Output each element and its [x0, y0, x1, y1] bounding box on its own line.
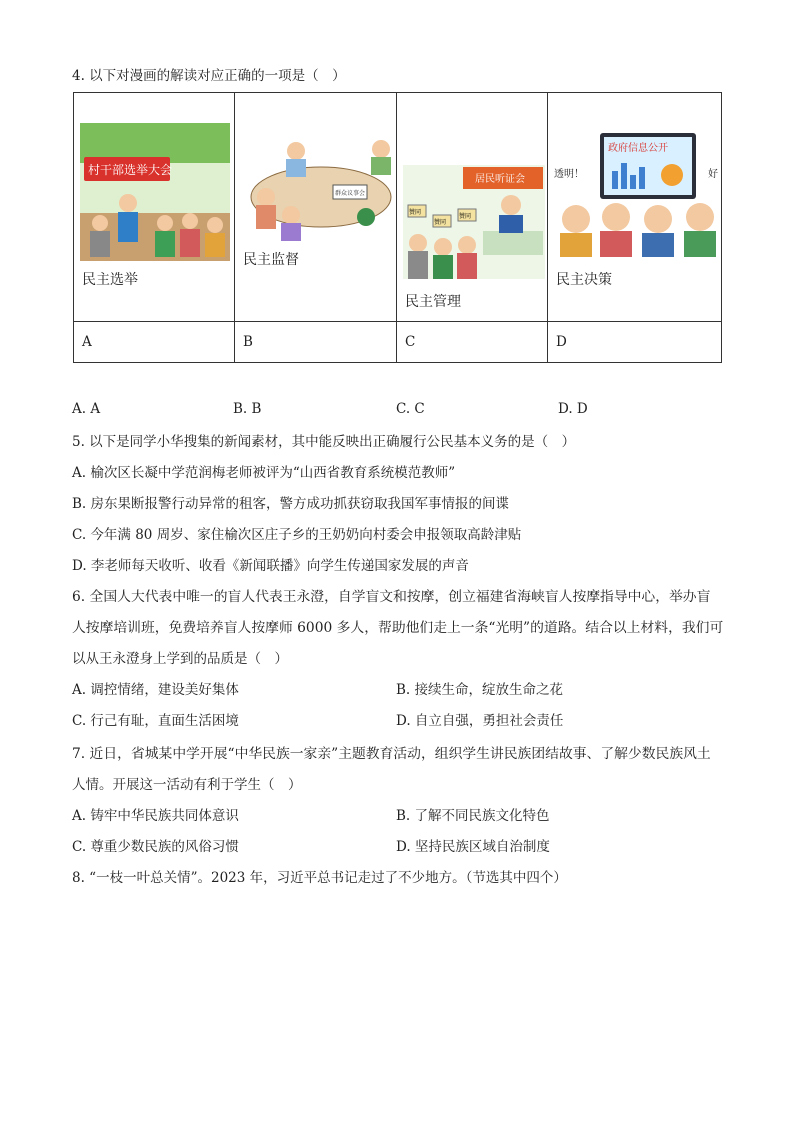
question-7-stem-line-2: 人情。开展这一活动有利于学生（ ） [72, 777, 302, 793]
cartoon-cell-d [548, 93, 722, 322]
q6-option-a[interactable]: A. 调控情绪，建设美好集体 [72, 682, 239, 698]
q7-option-c[interactable]: C. 尊重少数民族的风俗习惯 [72, 839, 239, 855]
letter-a: A [82, 334, 92, 350]
q4-option-d[interactable]: D. D [558, 401, 588, 417]
placard-1-text: 赞同 [409, 209, 422, 216]
q4-option-c[interactable]: C. C [396, 401, 425, 417]
cartoon-election-image [80, 123, 230, 261]
letter-cell-c [397, 322, 548, 363]
q5-option-d[interactable]: D. 李老师每天收听、收看《新闻联播》向学生传递国家发展的声音 [72, 558, 469, 574]
letter-b: B [243, 334, 253, 350]
letter-cell-a [74, 322, 235, 363]
q6-option-d[interactable]: D. 自立自强，勇担社会责任 [396, 713, 564, 729]
speech-bubble-transparent: 透明！ [554, 169, 584, 180]
question-6-stem-line-2: 人按摩培训班，免费培养盲人按摩师 6000 多人，帮助他们走上一条“光明”的道路。结合以上材料，我们可 [72, 620, 724, 636]
info-screen-title: 政府信息公开 [608, 143, 668, 154]
hearing-banner-text: 居民听证会 [475, 174, 525, 185]
q4-option-a[interactable]: A. A [72, 401, 101, 417]
letter-c: C [405, 334, 416, 350]
q7-option-a[interactable]: A. 铸牢中华民族共同体意识 [72, 808, 239, 824]
caption-d: 民主决策 [556, 272, 612, 288]
caption-c: 民主管理 [405, 294, 461, 310]
q6-option-b[interactable]: B. 接续生命，绽放生命之花 [396, 682, 564, 698]
placard-2-text: 赞同 [434, 219, 447, 226]
question-6-stem-line-3: 以从王永澄身上学到的品质是（ ） [72, 651, 288, 667]
placard-3-text: 赞同 [459, 213, 472, 220]
q6-option-c[interactable]: C. 行己有耻，直面生活困境 [72, 713, 239, 729]
question-7-stem-line-1: 7. 近日，省城某中学开展“中华民族一家亲”主题教育活动，组织学生讲民族团结故事、了解少数民族风土 [72, 746, 711, 762]
q7-option-b[interactable]: B. 了解不同民族文化特色 [396, 808, 550, 824]
cartoon-supervision-image [241, 137, 393, 241]
question-6-stem-line-1: 6. 全国人大代表中唯一的盲人代表王永澄，自学盲文和按摩，创立福建省海峡盲人按摩指导中心，举办盲 [72, 589, 711, 605]
cartoon-cell-a [74, 93, 235, 322]
question-5-stem: 5. 以下是同学小华搜集的新闻素材，其中能反映出正确履行公民基本义务的是（ ） [72, 434, 576, 450]
caption-a: 民主选举 [82, 272, 138, 288]
speech-bubble-good: 好 [708, 169, 718, 180]
q5-option-c[interactable]: C. 今年满 80 周岁、家住榆次区庄子乡的王奶奶向村委会申报领取高龄津贴 [72, 527, 522, 543]
question-8-stem: 8. “一枝一叶总关情”。2023 年，习近平总书记走过了不少地方。（节选其中四个） [72, 870, 567, 886]
q5-option-a[interactable]: A. 榆次区长凝中学范润梅老师被评为“山西省教育系统模范教师” [72, 465, 456, 481]
caption-b: 民主监督 [243, 252, 299, 268]
cartoon-decision-image [554, 133, 720, 257]
letter-d: D [556, 334, 567, 350]
cartoon-cell-b [235, 93, 397, 322]
q5-option-b[interactable]: B. 房东果断报警行动异常的租客，警方成功抓获窃取我国军事情报的间谍 [72, 496, 510, 512]
cartoon-cell-c [397, 93, 548, 322]
election-banner-text: 村干部选举大会 [88, 163, 173, 177]
cartoon-table [73, 92, 722, 363]
letter-cell-b [235, 322, 397, 363]
cartoon-management-image [403, 165, 545, 279]
letter-cell-d [548, 322, 722, 363]
question-4-title: 4. 以下对漫画的解读对应正确的一项是（ ） [72, 68, 346, 84]
q7-option-d[interactable]: D. 坚持民族区域自治制度 [396, 839, 550, 855]
meeting-sign-text: 群众议事会 [335, 190, 366, 197]
q4-option-b[interactable]: B. B [233, 401, 262, 417]
